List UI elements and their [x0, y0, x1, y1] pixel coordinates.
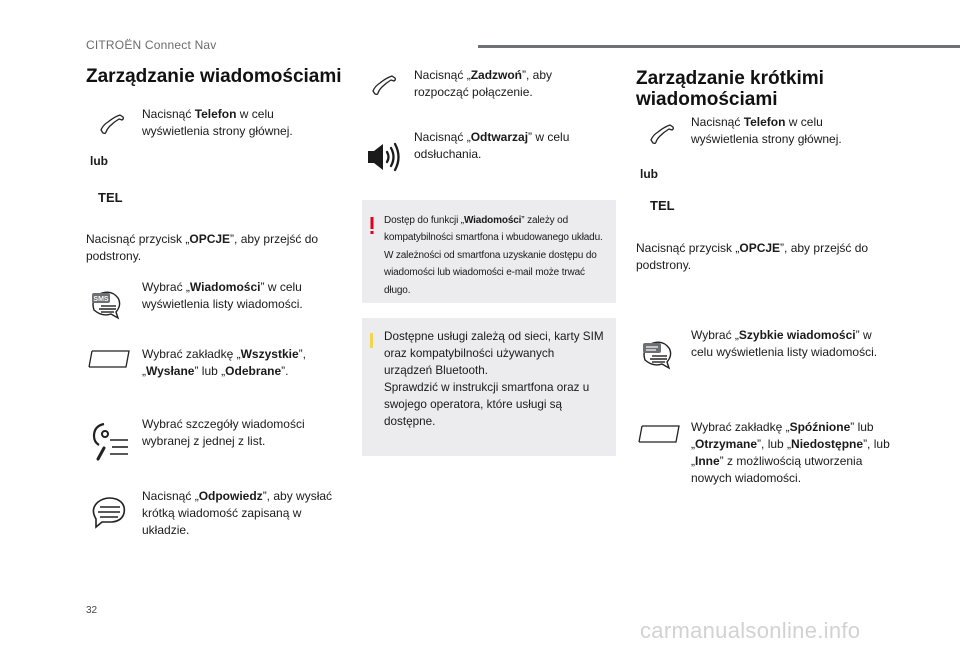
info-text-services: Dostępne usługi zależą od sieci, karty SIM oraz kompatybilności używanych urządzeń Bluetooth.: [384, 330, 604, 377]
info-accent-bar: [370, 333, 373, 348]
or-label: lub: [90, 154, 108, 168]
warning-note: [362, 200, 616, 303]
reply-message-icon: [88, 494, 130, 528]
phone-icon: [100, 113, 126, 135]
or-label-2: lub: [640, 167, 658, 181]
step-select-wiadomosci: Wybrać „Wiadomości” w celu wyświetlenia listy wiadomości.: [142, 280, 303, 311]
tab-outline-icon-2: [638, 425, 680, 443]
section-heading-short-messages: Zarządzanie krótkimi wiadomościami: [636, 68, 824, 110]
exclamation-icon: [369, 217, 375, 235]
paragraph-press-opcje: Nacisnąć przycisk „OPCJE”, aby przejść do podstrony.: [86, 232, 319, 263]
info-text-check: Sprawdzić w instrukcji smartfona oraz u swojego operatora, które usługi są dostępne.: [384, 381, 590, 428]
warning-text: Dostęp do funkcji „Wiadomości” zależy od kompatybilności smartfona i wbudowanego układu. W zależności od smartfona uzyskanie dostępu do wiadomości lub wiadomości e-mail może trwać długo.: [384, 215, 603, 296]
paragraph-press-opcje-2: Nacisnąć przycisk „OPCJE”, aby przejść do podstrony.: [636, 241, 869, 272]
tab-outline-icon: [88, 350, 130, 368]
step-select-details: Wybrać szczegóły wiadomości wybranej z jednej z list.: [142, 417, 305, 448]
step-press-odtwarzaj: Nacisnąć „Odtwarzaj” w celu odsłuchania.: [414, 130, 570, 161]
phone-icon-2: [650, 123, 676, 145]
info-note: [362, 318, 616, 456]
watermark: carmanualsonline.info: [640, 618, 861, 643]
step-press-zadzwon: Nacisnąć „Zadzwoń”, aby rozpocząć połączenie.: [414, 68, 553, 99]
header-divider: [478, 45, 960, 48]
step-select-tab-2: Wybrać zakładkę „Spóźnione” lub „Otrzymane”, lub „Niedostępne”, lub „Inne” z możliwością utworzenia nowych wiadomości.: [691, 420, 890, 485]
step-press-telefon-2: Nacisnąć Telefon w celu wyświetlenia strony głównej.: [691, 115, 842, 146]
speaker-icon: [366, 142, 404, 172]
page-number: 32: [86, 605, 98, 616]
tel-button-label-2: TEL: [650, 198, 675, 213]
step-select-szybkie: Wybrać „Szybkie wiadomości” w celu wyświetlenia listy wiadomości.: [691, 328, 878, 359]
sms-message-icon: [88, 288, 128, 322]
section-heading-messages: Zarządzanie wiadomościami: [86, 66, 342, 87]
phone-call-icon: [372, 74, 398, 96]
sms-icon-text: SMS: [93, 296, 109, 303]
manual-header-title: CITROËN Connect Nav: [86, 38, 217, 52]
message-details-icon: [90, 422, 130, 462]
step-press-telefon: Nacisnąć Telefon w celu wyświetlenia strony głównej.: [142, 107, 293, 138]
step-press-odpowiedz: Nacisnąć „Odpowiedz”, aby wysłać krótką wiadomość zapisaną w układzie.: [142, 489, 333, 537]
tel-button-label: TEL: [98, 190, 123, 205]
step-select-tab: Wybrać zakładkę „Wszystkie”, „Wysłane” lub „Odebrane”.: [142, 347, 306, 378]
quick-message-icon: [639, 338, 679, 372]
